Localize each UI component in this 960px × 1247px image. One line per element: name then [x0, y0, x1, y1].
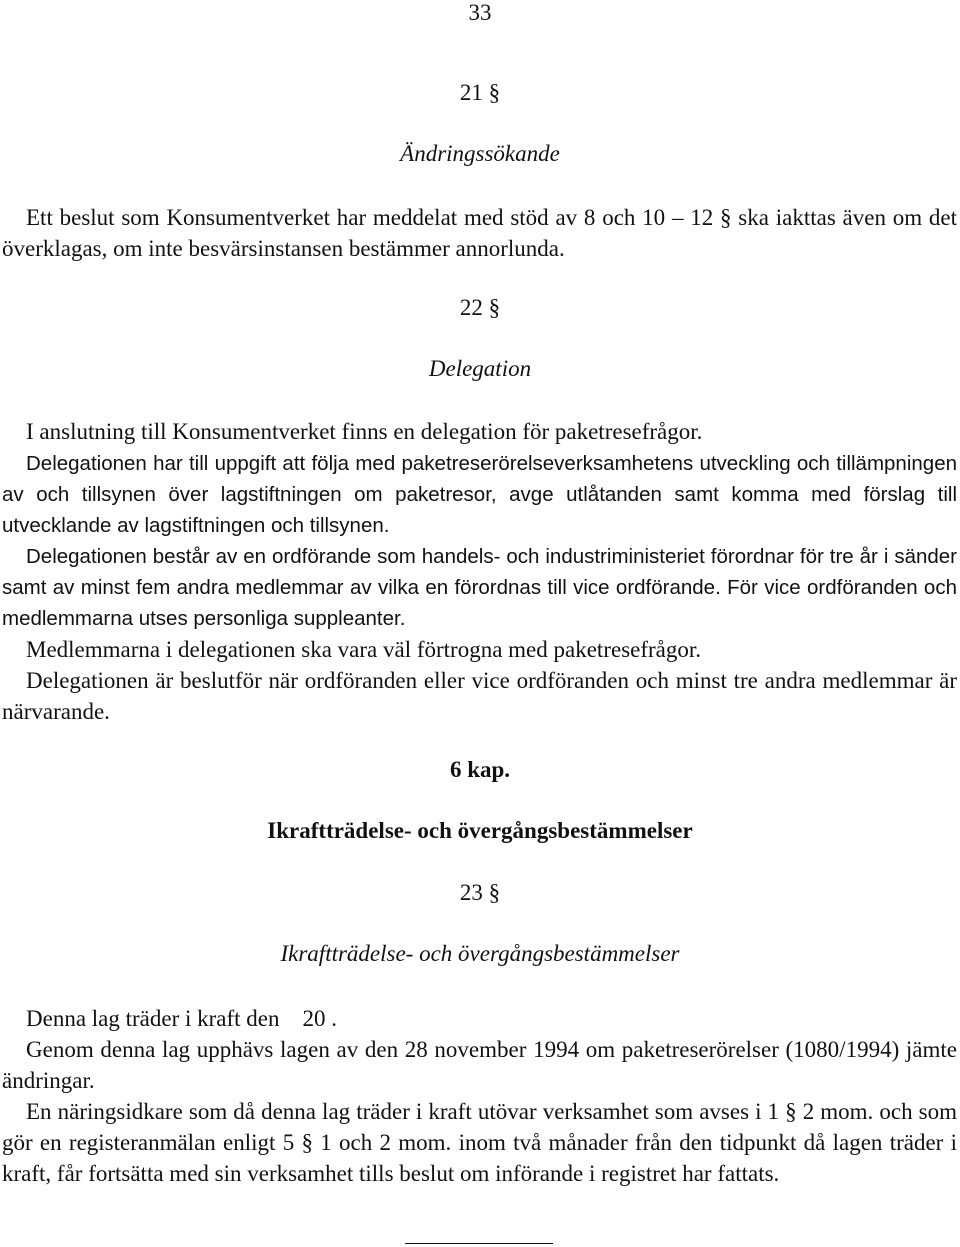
section-23-heading: Ikraftträdelse- och övergångsbestämmelser [280, 941, 680, 966]
section-21-paragraph: Ett beslut som Konsumentverket har meddelat med stöd av 8 och 10 – 12 § ska iakttas även om det överklagas, om inte besvärsinstansen bestämmer annorlunda. [2, 205, 957, 261]
section-21-number: 21 § [459, 80, 501, 105]
chapter-number: 6 kap. [449, 757, 511, 782]
section-21-heading: Ändringssökande [400, 141, 560, 166]
chapter-title: Ikraftträdelse- och övergångsbestämmelser [267, 818, 693, 843]
page-number: 33 [468, 0, 492, 25]
section-23-paragraph-1: Denna lag träder i kraft den 20 . [26, 1006, 338, 1031]
footnote-separator [405, 1243, 553, 1244]
section-23-paragraph-3: En näringsidkare som då denna lag träder i kraft utövar verksamhet som avses i 1 § 2 mom. och som gör en registeranmälan enligt 5 § 1 och 2 mom. inom två månader från den tidpunkt då lagen träder i kraft, får fortsätta med sin verksamhet tills beslut om införande i registret har fattats. [2, 1099, 957, 1186]
section-22-paragraph-5: Delegationen är beslutför när ordföranden eller vice ordföranden och minst tre andra medlemmar är närvarande. [2, 668, 957, 724]
section-22-number: 22 § [459, 295, 501, 320]
section-23-number: 23 § [459, 880, 501, 905]
section-22-paragraph-4: Medlemmarna i delegationen ska vara väl förtrogna med paketresefrågor. [26, 637, 702, 662]
section-22-paragraph-1: I anslutning till Konsumentverket finns en delegation för paketresefrågor. [26, 419, 703, 444]
section-22-heading: Delegation [428, 356, 532, 381]
section-22-paragraph-2: Delegationen har till uppgift att följa med paketreserörelseverksamhetens utveckling och tillämpningen av och tillsynen över lagstiftningen om paketresor, avge utlåtanden samt komma med förslag till utvecklande av lagstiftningen och tillsynen. [2, 452, 957, 537]
section-23-paragraph-2: Genom denna lag upphävs lagen av den 28 november 1994 om paketreserörelser (1080/1994) jämte ändringar. [2, 1037, 957, 1093]
section-22-paragraph-3: Delegationen består av en ordförande som handels- och industriministeriet förordnar för tre år i sänder samt av minst fem andra medlemmar av vilka en förordnas till vice ordförande. För vice ordföranden och medlemmarna utses personliga suppleanter. [2, 545, 957, 630]
